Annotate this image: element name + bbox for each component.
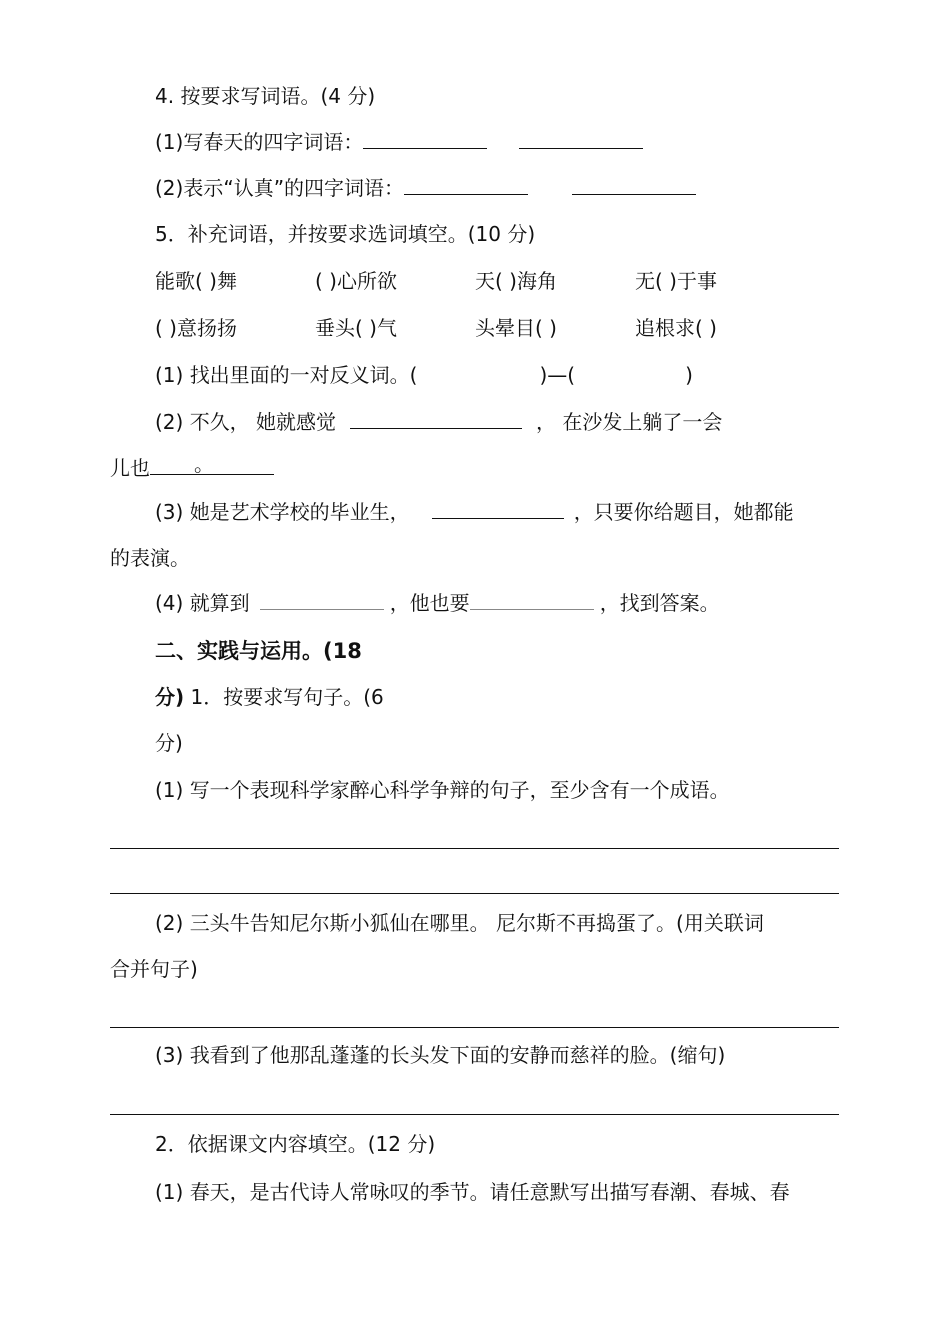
idiom-fill[interactable]: ( )意扬扬 — [155, 316, 237, 340]
q5-sub4 — [155, 589, 720, 617]
section2-heading-cont: 分) — [155, 685, 185, 709]
q5-sub1-text: (1) 找出里面的一对反义词。( — [155, 363, 418, 387]
section2-heading: 二、实践与运用。(18 — [155, 639, 362, 663]
section2-q1-title — [155, 683, 384, 711]
q4-title: 4. 按要求写词语。(4 分) — [155, 84, 376, 108]
q5-sub3 — [155, 498, 794, 526]
q5-sub2-cont — [110, 454, 274, 482]
q4-part2-label: (2)表示“认真”的四字词语： — [155, 176, 405, 200]
idiom-fill[interactable]: ( )心所欲 — [315, 269, 397, 293]
idiom-fill[interactable]: 天( )海角 — [475, 269, 557, 293]
q5-sub1-dash: )—( — [539, 363, 576, 387]
q2-sub1: (1) 春天，是古代诗人常咏叹的季节。请任意默写出描写春潮、春城、春 — [155, 1180, 790, 1204]
answer-blank[interactable] — [404, 174, 528, 195]
answer-blank[interactable] — [150, 454, 274, 475]
q4-part1-label: (1)写春天的四字词语： — [155, 130, 364, 154]
answer-blank[interactable] — [432, 498, 564, 519]
answer-blank[interactable] — [519, 128, 643, 149]
q1-sub1: (1) 写一个表现科学家醉心科学争辩的句子，至少含有一个成语。 — [155, 778, 730, 802]
idiom-fill[interactable]: 垂头( )气 — [315, 316, 397, 340]
idiom-fill[interactable]: 无( )于事 — [635, 269, 717, 293]
answer-line[interactable] — [110, 1027, 839, 1028]
q2-title: 2．依据课文内容填空。(12 分) — [155, 1132, 436, 1156]
q5-words-row2 — [155, 314, 717, 342]
q5-sub2-period: 。 — [194, 452, 214, 476]
q5-sub3-text-b: ，只要你给题目，她都能 — [573, 500, 794, 524]
q5-sub4-text-b: ，他也要 — [389, 591, 470, 615]
answer-blank[interactable] — [470, 589, 594, 610]
answer-line[interactable] — [110, 848, 839, 849]
q5-sub4-text: (4) 就算到 — [155, 591, 250, 615]
answer-line[interactable] — [110, 1114, 839, 1115]
q4-part1 — [155, 128, 643, 156]
q1-title: 1．按要求写句子。(6 — [190, 685, 384, 709]
answer-blank[interactable] — [260, 589, 384, 610]
q5-sub3-cont: 的表演。 — [110, 546, 190, 570]
answer-blank[interactable] — [350, 408, 522, 429]
q5-sub4-text-c: ，找到答案。 — [599, 591, 720, 615]
q5-sub2-text-b: ， 在沙发上躺了一会 — [536, 410, 723, 434]
answer-blank[interactable] — [363, 128, 487, 149]
idiom-fill[interactable]: 头晕目( ) — [475, 316, 557, 340]
q5-sub1 — [155, 361, 693, 389]
idiom-fill[interactable]: 追根求( ) — [635, 316, 717, 340]
q5-sub1-close: ) — [685, 363, 693, 387]
q5-sub2-text-c: 儿也 — [110, 456, 150, 480]
q1-sub3: (3) 我看到了他那乱蓬蓬的长头发下面的安静而慈祥的脸。(缩句) — [155, 1043, 726, 1067]
q4-part2 — [155, 174, 696, 202]
q1-title-cont: 分) — [155, 731, 183, 755]
q5-title: 5．补充词语，并按要求选词填空。(10 分) — [155, 222, 536, 246]
answer-blank[interactable] — [572, 174, 696, 195]
answer-line[interactable] — [110, 893, 839, 894]
q5-sub3-text: (3) 她是艺术学校的毕业生， — [155, 500, 410, 524]
q5-sub2-text: (2) 不久， 她就感觉 — [155, 410, 337, 434]
q1-sub2-cont: 合并句子) — [110, 957, 198, 981]
idiom-fill[interactable]: 能歌( )舞 — [155, 269, 237, 293]
q5-sub2 — [155, 408, 722, 436]
q5-words-row1 — [155, 267, 717, 295]
q1-sub2: (2) 三头牛告知尼尔斯小狐仙在哪里。 尼尔斯不再捣蛋了。(用关联词 — [155, 911, 764, 935]
